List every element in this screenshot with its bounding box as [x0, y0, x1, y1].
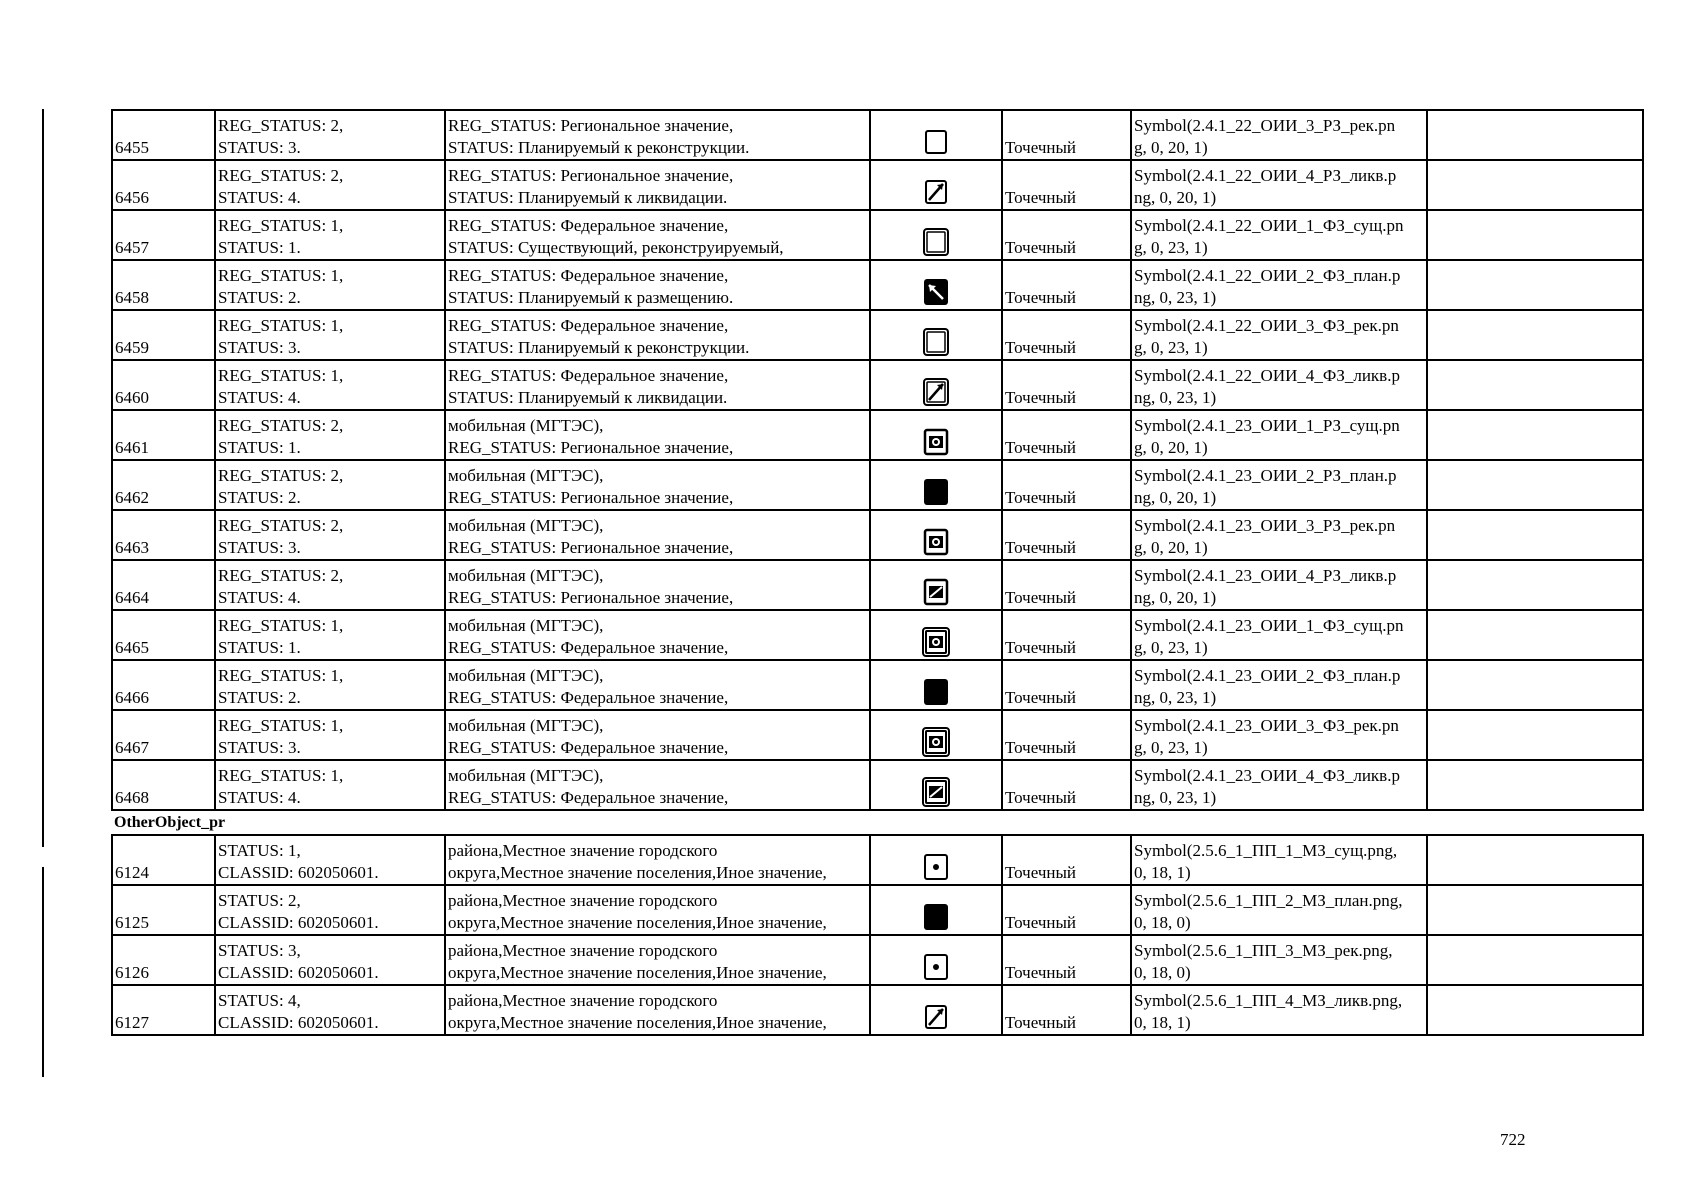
attribute-line: STATUS: 1. [218, 238, 301, 257]
row-id: 6466 [112, 660, 215, 710]
description-line: REG_STATUS: Региональное значение, [448, 538, 734, 557]
description [445, 985, 870, 1035]
geometry-type: Точечный [1002, 560, 1131, 610]
attribute-line: STATUS: 1. [218, 438, 301, 457]
expression-line: g, 0, 23, 1) [1134, 638, 1208, 657]
attribute-line: STATUS: 4. [218, 788, 301, 807]
description-line: STATUS: Существующий, реконструируемый, [448, 238, 784, 257]
expression-line: Symbol(2.4.1_22_ОИИ_1_ФЗ_сущ.pn [1134, 216, 1404, 235]
empty-cell [1427, 160, 1643, 210]
attribute-line: REG_STATUS: 2, [218, 466, 344, 485]
empty-cell [1427, 510, 1643, 560]
expression-line: Symbol(2.4.1_23_ОИИ_3_ФЗ_рек.pn [1134, 716, 1399, 735]
symbol-cell [870, 160, 1002, 210]
symbol-expression [1131, 610, 1427, 660]
expression-line: Symbol(2.5.6_1_ПП_1_МЗ_сущ.png, [1134, 841, 1398, 860]
symbol-cell [870, 210, 1002, 260]
geometry-type: Точечный [1002, 510, 1131, 560]
attribute-line: STATUS: 1, [218, 841, 301, 860]
symbol-expression [1131, 560, 1427, 610]
section-header [112, 810, 1643, 835]
square-filled-slash-icon [919, 275, 953, 309]
row-id: 6126 [112, 935, 215, 985]
symbol-cell [870, 260, 1002, 310]
table-row [112, 360, 1643, 410]
description-line: STATUS: Планируемый к ликвидации. [448, 188, 728, 207]
attribute-condition [215, 110, 445, 160]
description-line: мобильная (МГТЭС), [448, 766, 604, 785]
attribute-line: REG_STATUS: 2, [218, 516, 344, 535]
description-line: REG_STATUS: Региональное значение, [448, 166, 734, 185]
description-line: REG_STATUS: Федеральное значение, [448, 366, 729, 385]
description-line: мобильная (МГТЭС), [448, 716, 604, 735]
attribute-condition [215, 710, 445, 760]
empty-cell [1427, 835, 1643, 885]
symbol-expression [1131, 310, 1427, 360]
description-line: мобильная (МГТЭС), [448, 666, 604, 685]
empty-cell [1427, 460, 1643, 510]
description-line: района,Местное значение городского [448, 891, 718, 910]
expression-line: 0, 18, 1) [1134, 863, 1191, 882]
empty-cell [1427, 985, 1643, 1035]
attribute-line: STATUS: 2. [218, 488, 301, 507]
expression-line: Symbol(2.5.6_1_ПП_3_МЗ_рек.png, [1134, 941, 1393, 960]
expression-line: Symbol(2.4.1_22_ОИИ_4_ФЗ_ликв.p [1134, 366, 1400, 385]
table-row [112, 760, 1643, 810]
description [445, 310, 870, 360]
attribute-line: STATUS: 2, [218, 891, 301, 910]
attribute-line: STATUS: 4. [218, 588, 301, 607]
row-id: 6462 [112, 460, 215, 510]
symbol-cell [870, 935, 1002, 985]
symbol-cell [870, 360, 1002, 410]
attribute-line: STATUS: 3. [218, 538, 301, 557]
table-row [112, 710, 1643, 760]
expression-line: ng, 0, 23, 1) [1134, 688, 1217, 707]
expression-line: 0, 18, 0) [1134, 913, 1191, 932]
table-row [112, 110, 1643, 160]
square-slash-icon [919, 1000, 953, 1034]
attribute-line: STATUS: 4. [218, 188, 301, 207]
description-line: округа,Местное значение поселения,Иное значение, [448, 1013, 827, 1032]
attribute-condition [215, 360, 445, 410]
attribute-condition [215, 885, 445, 935]
attribute-line: REG_STATUS: 1, [218, 716, 344, 735]
attribute-condition [215, 760, 445, 810]
table-row [112, 310, 1643, 360]
table-row [112, 835, 1643, 885]
symbol-cell [870, 560, 1002, 610]
left-margin-rule-top [42, 109, 44, 847]
attribute-line: STATUS: 2. [218, 288, 301, 307]
attribute-line: CLASSID: 602050601. [218, 913, 379, 932]
attribute-condition [215, 660, 445, 710]
empty-cell [1427, 210, 1643, 260]
table-row [112, 985, 1643, 1035]
attribute-line: STATUS: 1. [218, 638, 301, 657]
square-filled-icon [919, 900, 953, 934]
attribute-line: REG_STATUS: 1, [218, 616, 344, 635]
symbol-expression [1131, 210, 1427, 260]
symbol-cell [870, 885, 1002, 935]
geometry-type: Точечный [1002, 110, 1131, 160]
expression-line: ng, 0, 23, 1) [1134, 788, 1217, 807]
square-double-outline-icon [919, 225, 953, 259]
description-line: района,Местное значение городского [448, 941, 718, 960]
symbol-expression [1131, 410, 1427, 460]
description-line: REG_STATUS: Федеральное значение, [448, 216, 729, 235]
empty-cell [1427, 885, 1643, 935]
description-line: округа,Местное значение поселения,Иное значение, [448, 913, 827, 932]
empty-cell [1427, 760, 1643, 810]
symbol-expression [1131, 460, 1427, 510]
symbol-cell [870, 835, 1002, 885]
symbol-cell [870, 985, 1002, 1035]
expression-line: Symbol(2.4.1_23_ОИИ_1_РЗ_сущ.pn [1134, 416, 1400, 435]
attribute-line: STATUS: 3, [218, 941, 301, 960]
description-line: мобильная (МГТЭС), [448, 416, 604, 435]
expression-line: Symbol(2.4.1_23_ОИИ_2_РЗ_план.p [1134, 466, 1397, 485]
square-filled-icon [919, 675, 953, 709]
symbol-cell [870, 410, 1002, 460]
description-line: STATUS: Планируемый к размещению. [448, 288, 734, 307]
geometry-type: Точечный [1002, 760, 1131, 810]
attribute-condition [215, 460, 445, 510]
geometry-type: Точечный [1002, 360, 1131, 410]
row-id: 6468 [112, 760, 215, 810]
attribute-line: REG_STATUS: 2, [218, 416, 344, 435]
attribute-line: STATUS: 3. [218, 338, 301, 357]
empty-cell [1427, 260, 1643, 310]
description-line: района,Местное значение городского [448, 841, 718, 860]
expression-line: g, 0, 20, 1) [1134, 538, 1208, 557]
geometry-type: Точечный [1002, 460, 1131, 510]
description-line: REG_STATUS: Федеральное значение, [448, 316, 729, 335]
empty-cell [1427, 610, 1643, 660]
description [445, 160, 870, 210]
symbol-expression [1131, 835, 1427, 885]
attribute-line: REG_STATUS: 2, [218, 566, 344, 585]
expression-line: 0, 18, 1) [1134, 1013, 1191, 1032]
description-line: STATUS: Планируемый к реконструкции. [448, 338, 750, 357]
attribute-line: REG_STATUS: 1, [218, 216, 344, 235]
symbol-table [111, 109, 1644, 1036]
attribute-condition [215, 260, 445, 310]
attribute-line: REG_STATUS: 1, [218, 366, 344, 385]
table-row [112, 260, 1643, 310]
symbol-cell [870, 610, 1002, 660]
expression-line: Symbol(2.5.6_1_ПП_4_МЗ_ликв.png, [1134, 991, 1403, 1010]
table-row [112, 610, 1643, 660]
row-id: 6467 [112, 710, 215, 760]
square-double-generator-icon [919, 725, 953, 759]
attribute-line: STATUS: 4. [218, 388, 301, 407]
attribute-line: STATUS: 3. [218, 738, 301, 757]
row-id: 6456 [112, 160, 215, 210]
attribute-condition [215, 610, 445, 660]
description [445, 885, 870, 935]
row-id: 6463 [112, 510, 215, 560]
symbol-expression [1131, 760, 1427, 810]
row-id: 6125 [112, 885, 215, 935]
geometry-type: Точечный [1002, 210, 1131, 260]
symbol-expression [1131, 360, 1427, 410]
description-line: REG_STATUS: Региональное значение, [448, 438, 734, 457]
geometry-type: Точечный [1002, 935, 1131, 985]
description-line: REG_STATUS: Федеральное значение, [448, 638, 729, 657]
expression-line: Symbol(2.4.1_23_ОИИ_1_ФЗ_сущ.pn [1134, 616, 1404, 635]
description [445, 660, 870, 710]
row-id: 6460 [112, 360, 215, 410]
description-line: мобильная (МГТЭС), [448, 566, 604, 585]
description [445, 460, 870, 510]
description [445, 610, 870, 660]
section-title-cell [112, 810, 1643, 835]
description-line: района,Местное значение городского [448, 991, 718, 1010]
description-line: REG_STATUS: Федеральное значение, [448, 788, 729, 807]
geometry-type: Точечный [1002, 660, 1131, 710]
table-row [112, 510, 1643, 560]
description [445, 760, 870, 810]
description-line: STATUS: Планируемый к ликвидации. [448, 388, 728, 407]
symbol-expression [1131, 510, 1427, 560]
description [445, 360, 870, 410]
page-number: 722 [1500, 1130, 1526, 1149]
attribute-condition [215, 210, 445, 260]
square-double-generator-icon [919, 625, 953, 659]
attribute-condition [215, 835, 445, 885]
row-id: 6124 [112, 835, 215, 885]
empty-cell [1427, 660, 1643, 710]
expression-line: g, 0, 20, 1) [1134, 438, 1208, 457]
expression-line: ng, 0, 20, 1) [1134, 488, 1217, 507]
row-id: 6465 [112, 610, 215, 660]
symbol-expression [1131, 985, 1427, 1035]
row-id: 6464 [112, 560, 215, 610]
attribute-line: STATUS: 2. [218, 688, 301, 707]
symbol-expression [1131, 885, 1427, 935]
left-margin-rule-bottom [42, 867, 44, 1077]
expression-line: ng, 0, 20, 1) [1134, 588, 1217, 607]
description [445, 210, 870, 260]
attribute-line: CLASSID: 602050601. [218, 963, 379, 982]
square-dot-icon [919, 950, 953, 984]
attribute-line: CLASSID: 602050601. [218, 1013, 379, 1032]
empty-cell [1427, 710, 1643, 760]
expression-line: Symbol(2.4.1_22_ОИИ_2_ФЗ_план.p [1134, 266, 1401, 285]
description-line: округа,Местное значение поселения,Иное значение, [448, 863, 827, 882]
table-body-top [112, 110, 1643, 810]
attribute-line: REG_STATUS: 1, [218, 666, 344, 685]
empty-cell [1427, 560, 1643, 610]
description-line: REG_STATUS: Региональное значение, [448, 488, 734, 507]
symbol-expression [1131, 260, 1427, 310]
symbol-cell [870, 760, 1002, 810]
empty-cell [1427, 410, 1643, 460]
expression-line: Symbol(2.4.1_22_ОИИ_4_РЗ_ликв.p [1134, 166, 1397, 185]
description-line: REG_STATUS: Федеральное значение, [448, 738, 729, 757]
description-line: REG_STATUS: Региональное значение, [448, 116, 734, 135]
table-row [112, 210, 1643, 260]
expression-line: Symbol(2.4.1_22_ОИИ_3_РЗ_рек.pn [1134, 116, 1396, 135]
table-body-bottom [112, 835, 1643, 1035]
row-id: 6127 [112, 985, 215, 1035]
geometry-type: Точечный [1002, 160, 1131, 210]
expression-line: ng, 0, 20, 1) [1134, 188, 1217, 207]
table-row [112, 885, 1643, 935]
geometry-type: Точечный [1002, 260, 1131, 310]
square-double-generator-slash-icon [919, 775, 953, 809]
table-row [112, 460, 1643, 510]
square-generator-icon [919, 425, 953, 459]
empty-cell [1427, 360, 1643, 410]
symbol-expression [1131, 160, 1427, 210]
description [445, 410, 870, 460]
geometry-type: Точечный [1002, 710, 1131, 760]
description-line: округа,Местное значение поселения,Иное значение, [448, 963, 827, 982]
row-id: 6459 [112, 310, 215, 360]
attribute-line: REG_STATUS: 1, [218, 766, 344, 785]
description [445, 560, 870, 610]
row-id: 6458 [112, 260, 215, 310]
attribute-condition [215, 935, 445, 985]
description-line: мобильная (МГТЭС), [448, 616, 604, 635]
symbol-cell [870, 110, 1002, 160]
expression-line: g, 0, 23, 1) [1134, 738, 1208, 757]
expression-line: Symbol(2.4.1_23_ОИИ_4_ФЗ_ликв.p [1134, 766, 1400, 785]
attribute-line: REG_STATUS: 2, [218, 166, 344, 185]
row-id: 6455 [112, 110, 215, 160]
attribute-line: REG_STATUS: 1, [218, 266, 344, 285]
attribute-condition [215, 510, 445, 560]
attribute-line: CLASSID: 602050601. [218, 863, 379, 882]
attribute-line: REG_STATUS: 1, [218, 316, 344, 335]
table-row [112, 160, 1643, 210]
attribute-line: STATUS: 3. [218, 138, 301, 157]
description [445, 835, 870, 885]
expression-line: g, 0, 20, 1) [1134, 138, 1208, 157]
geometry-type: Точечный [1002, 410, 1131, 460]
geometry-type: Точечный [1002, 310, 1131, 360]
symbol-expression [1131, 710, 1427, 760]
symbol-expression [1131, 660, 1427, 710]
row-id: 6457 [112, 210, 215, 260]
expression-line: ng, 0, 23, 1) [1134, 388, 1217, 407]
symbol-cell [870, 660, 1002, 710]
empty-cell [1427, 310, 1643, 360]
geometry-type: Точечный [1002, 885, 1131, 935]
attribute-line: STATUS: 4, [218, 991, 301, 1010]
attribute-condition [215, 985, 445, 1035]
empty-cell [1427, 935, 1643, 985]
symbol-cell [870, 310, 1002, 360]
geometry-type: Точечный [1002, 835, 1131, 885]
table-row [112, 410, 1643, 460]
symbol-expression [1131, 935, 1427, 985]
description-line: REG_STATUS: Региональное значение, [448, 588, 734, 607]
expression-line: ng, 0, 23, 1) [1134, 288, 1217, 307]
empty-cell [1427, 110, 1643, 160]
description-line: REG_STATUS: Федеральное значение, [448, 266, 729, 285]
expression-line: g, 0, 23, 1) [1134, 238, 1208, 257]
attribute-condition [215, 560, 445, 610]
square-dot-icon [919, 850, 953, 884]
attribute-condition [215, 310, 445, 360]
description [445, 710, 870, 760]
symbol-cell [870, 510, 1002, 560]
geometry-type: Точечный [1002, 985, 1131, 1035]
square-double-outline-icon [919, 325, 953, 359]
square-generator-icon [919, 525, 953, 559]
table-row [112, 660, 1643, 710]
square-double-slash-icon [919, 375, 953, 409]
attribute-line: REG_STATUS: 2, [218, 116, 344, 135]
row-id: 6461 [112, 410, 215, 460]
description [445, 510, 870, 560]
expression-line: Symbol(2.4.1_23_ОИИ_2_ФЗ_план.p [1134, 666, 1401, 685]
description-line: REG_STATUS: Федеральное значение, [448, 688, 729, 707]
geometry-type: Точечный [1002, 610, 1131, 660]
attribute-condition [215, 410, 445, 460]
description-line: мобильная (МГТЭС), [448, 466, 604, 485]
description-line: STATUS: Планируемый к реконструкции. [448, 138, 750, 157]
square-outline-icon [919, 125, 953, 159]
description [445, 260, 870, 310]
expression-line: Symbol(2.5.6_1_ПП_2_МЗ_план.png, [1134, 891, 1403, 910]
expression-line: 0, 18, 0) [1134, 963, 1191, 982]
square-filled-icon [919, 475, 953, 509]
expression-line: Symbol(2.4.1_23_ОИИ_4_РЗ_ликв.p [1134, 566, 1397, 585]
expression-line: g, 0, 23, 1) [1134, 338, 1208, 357]
description [445, 110, 870, 160]
description-line: мобильная (МГТЭС), [448, 516, 604, 535]
symbol-cell [870, 460, 1002, 510]
attribute-condition [215, 160, 445, 210]
expression-line: Symbol(2.4.1_22_ОИИ_3_ФЗ_рек.pn [1134, 316, 1399, 335]
square-generator-slash-icon [919, 575, 953, 609]
square-slash-icon [919, 175, 953, 209]
expression-line: Symbol(2.4.1_23_ОИИ_3_РЗ_рек.pn [1134, 516, 1396, 535]
symbol-expression [1131, 110, 1427, 160]
section-title: OtherObject_pr [114, 814, 226, 831]
description [445, 935, 870, 985]
table-row [112, 560, 1643, 610]
symbol-cell [870, 710, 1002, 760]
table-row [112, 935, 1643, 985]
